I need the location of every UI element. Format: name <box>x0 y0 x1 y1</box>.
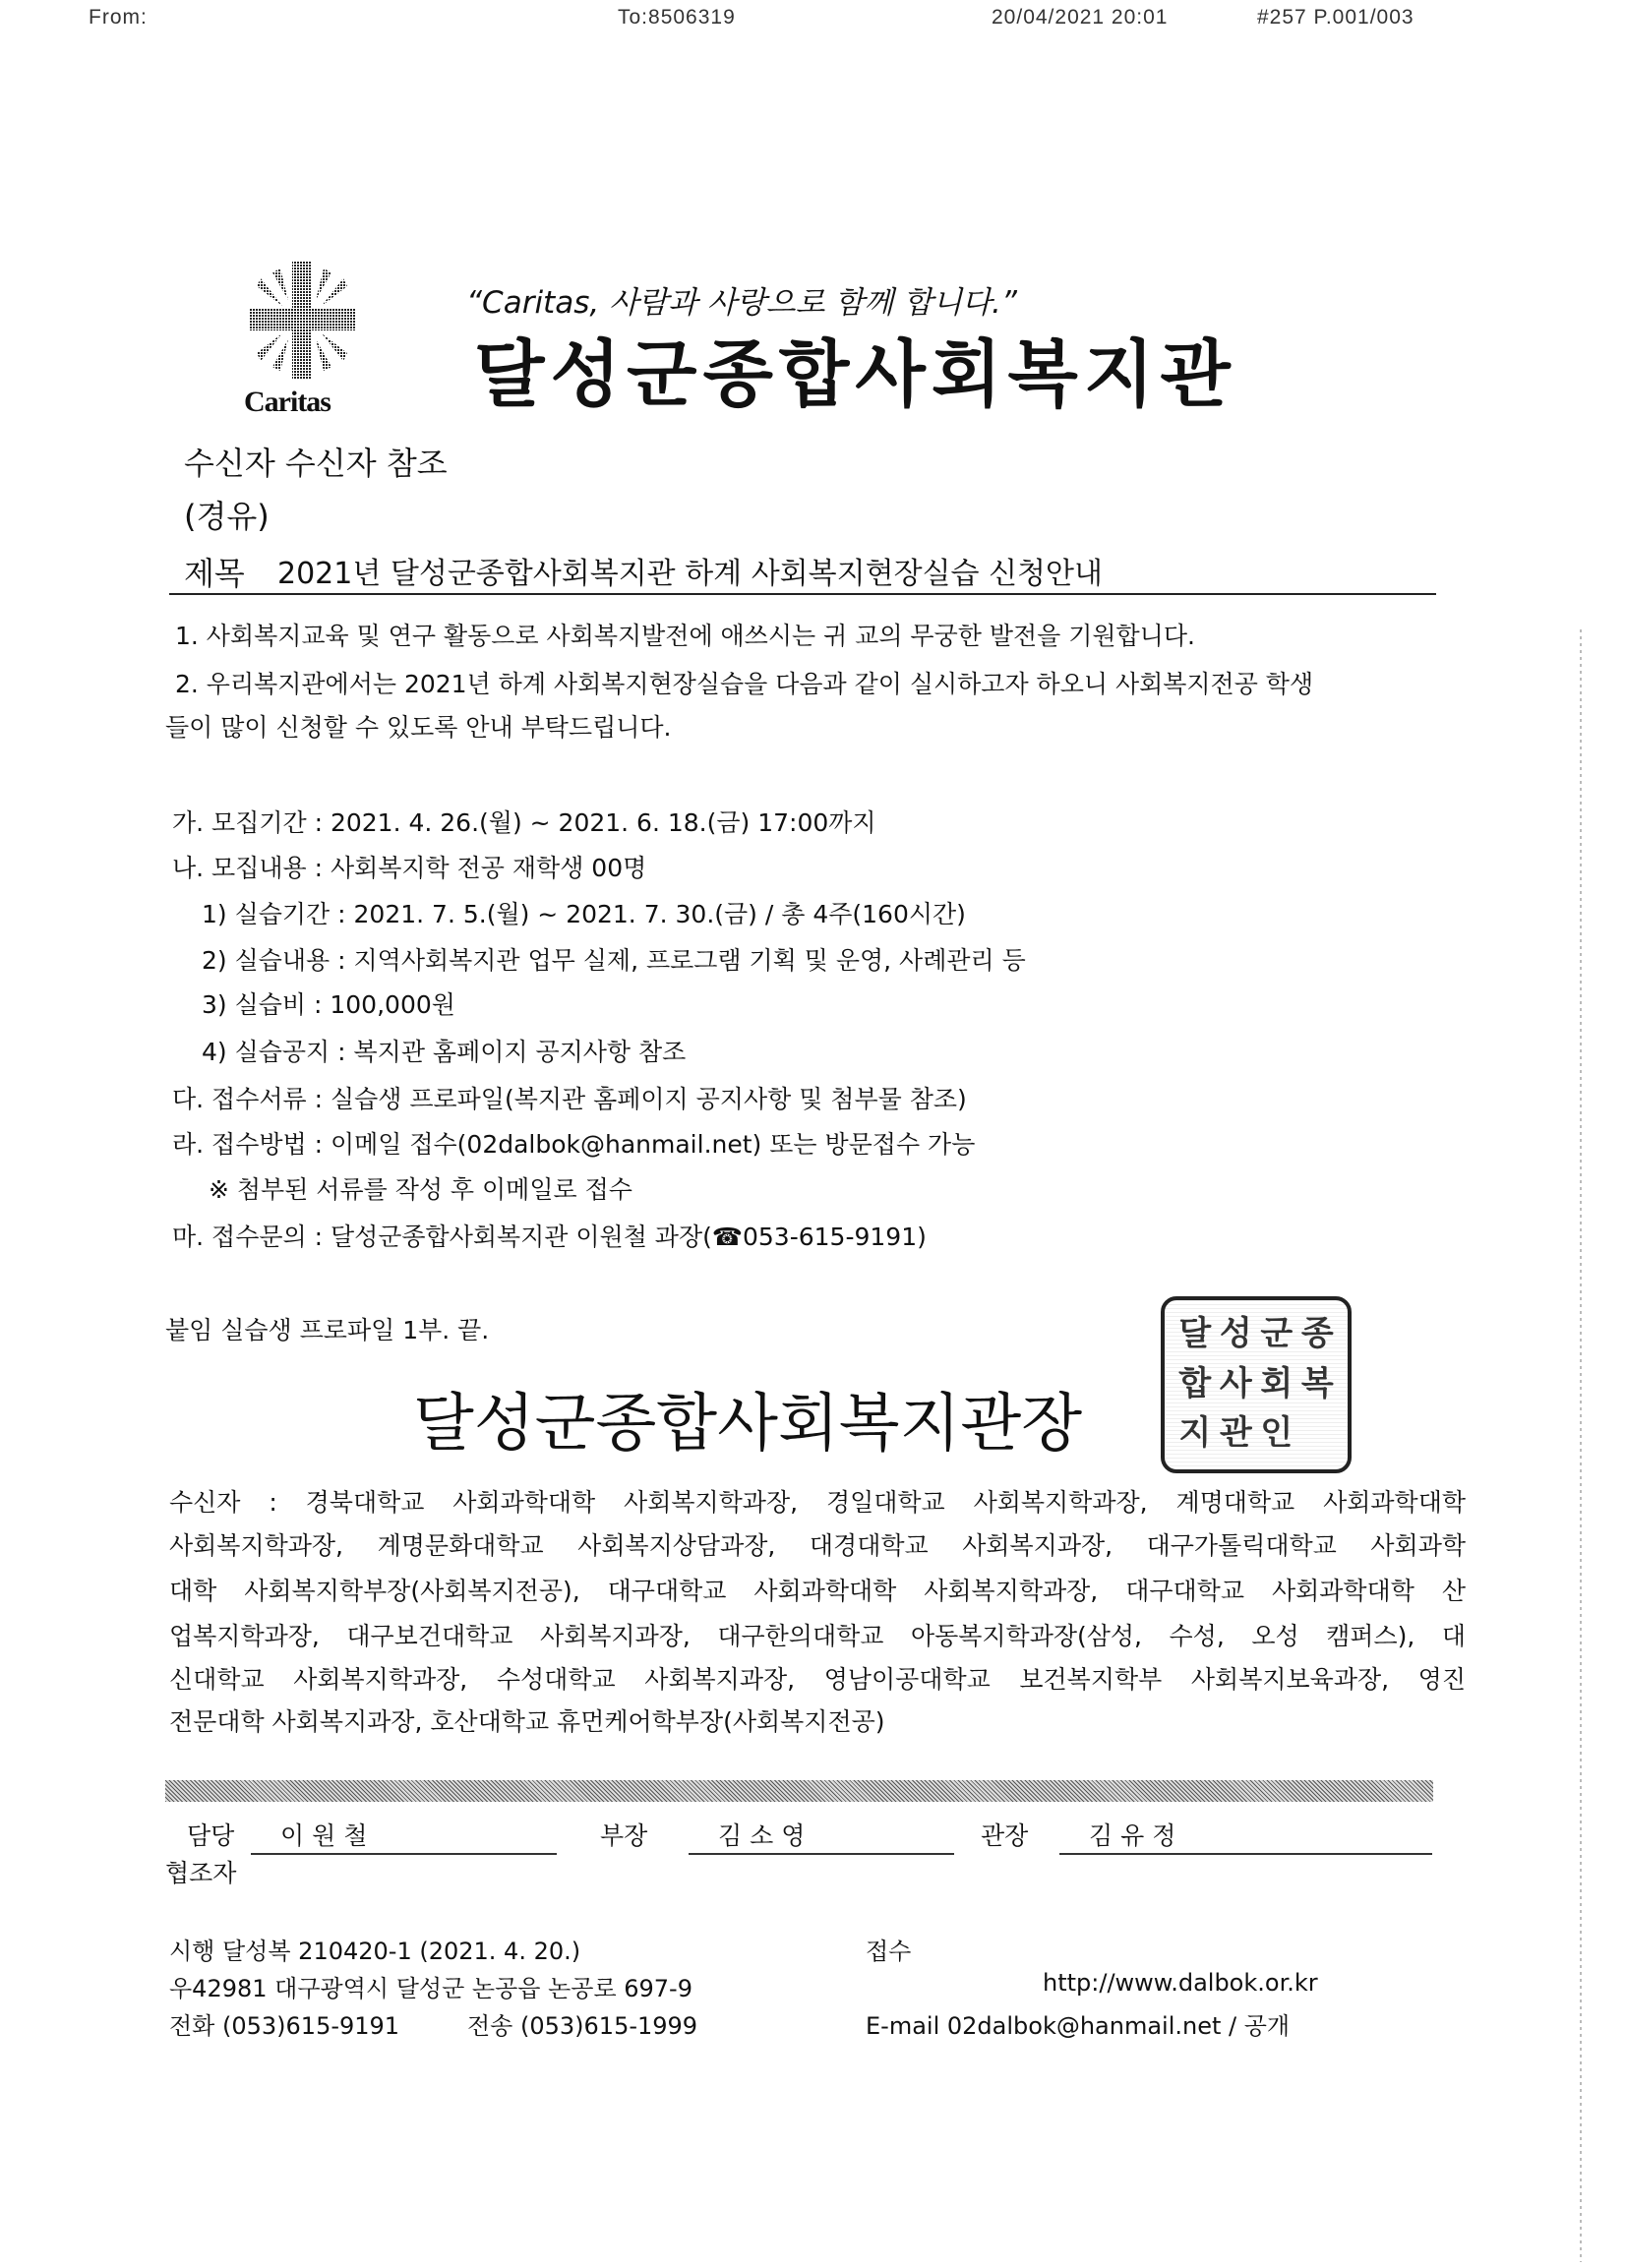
recipients-line: 업복지학과장, 대구보건대학교 사회복지과장, 대구한의대학교 아동복지학과장(삼성, 수성, 오성 캠퍼스), 대 <box>169 1622 1466 1650</box>
item-practice-content: 2) 실습내용 : 지역사회복지관 업무 실제, 프로그램 기획 및 운영, 사례관리 등 <box>202 946 1026 975</box>
paragraph-1: 1. 사회복지교육 및 연구 활동으로 사회복지발전에 애쓰시는 귀 교의 무궁한 발전을 기원합니다. <box>175 622 1195 650</box>
item-recruit-period: 가. 모집기간 : 2021. 4. 26.(월) ~ 2021. 6. 18.(금) 17:00까지 <box>172 808 876 837</box>
seal-character: 복 <box>1300 1363 1334 1403</box>
website-link[interactable]: http://www.dalbok.or.kr <box>1043 1969 1318 1997</box>
staff-signature-line <box>251 1853 557 1855</box>
item-recruit-content: 나. 모집내용 : 사회복지학 전공 재학생 00명 <box>172 854 647 882</box>
caritas-logo <box>244 262 360 419</box>
phone: 전화 (053)615-9191 <box>169 2012 400 2040</box>
fax-number: 전송 (053)615-1999 <box>467 2012 698 2040</box>
director-signature-line <box>1059 1853 1432 1855</box>
staff-name: 이 원 철 <box>280 1821 368 1850</box>
attachment-line: 붙임 실습생 프로파일 1부. 끝. <box>165 1316 490 1344</box>
seal-character: 성 <box>1219 1314 1252 1353</box>
hatched-divider <box>165 1780 1433 1802</box>
paragraph-2-line-1: 2. 우리복지관에서는 2021년 하계 사회복지현장실습을 다음과 같이 실시하고자 하오니 사회복지전공 학생 <box>175 670 1314 698</box>
dept-head-name: 김 소 영 <box>718 1821 806 1850</box>
caritas-cross-icon <box>244 262 360 380</box>
item-practice-fee: 3) 실습비 : 100,000원 <box>202 990 455 1019</box>
staff-label: 담당 <box>187 1821 235 1850</box>
recipient-line: 수신자 수신자 참조 <box>184 445 448 482</box>
dept-head-label: 부장 <box>600 1821 648 1850</box>
item-method: 라. 접수방법 : 이메일 접수(02dalbok@hanmail.net) 또는 방문접수 가능 <box>172 1130 976 1159</box>
fax-from: From: <box>89 6 148 29</box>
recipients-line: 대학 사회복지학부장(사회복지전공), 대구대학교 사회과학대학 사회복지학과장, 대구대학교 사회과학대학 산 <box>169 1577 1466 1605</box>
seal-text <box>1174 1310 1338 1460</box>
item-inquiry: 마. 접수문의 : 달성군종합사회복지관 이원철 과장(☎053-615-9191) <box>172 1223 927 1251</box>
fax-page: #257 P.001/003 <box>1257 6 1414 29</box>
item-practice-notice: 4) 실습공지 : 복지관 홈페이지 공지사항 참조 <box>202 1038 687 1066</box>
seal-character: 합 <box>1178 1363 1212 1403</box>
slogan: “Caritas, 사람과 사랑으로 함께 합니다.” <box>466 285 1017 321</box>
org-title: 달성군종합사회복지관 <box>474 332 1236 417</box>
dept-head-signature-line <box>689 1853 954 1855</box>
page-edge-scan-line <box>1580 629 1582 2262</box>
seal-character: 회 <box>1260 1363 1294 1403</box>
item-practice-period: 1) 실습기간 : 2021. 7. 5.(월) ~ 2021. 7. 30.(금) / 총 4주(160시간) <box>202 900 966 928</box>
official-seal <box>1161 1296 1352 1473</box>
item-documents: 다. 접수서류 : 실습생 프로파일(복지관 홈페이지 공지사항 및 첨부물 참조) <box>172 1085 967 1113</box>
recipients-line: 사회복지학과장, 계명문화대학교 사회복지상담과장, 대경대학교 사회복지과장, 대구가톨릭대학교 사회과학 <box>169 1531 1466 1560</box>
paragraph-2-line-2: 들이 많이 신청할 수 있도록 안내 부탁드립니다. <box>165 713 672 742</box>
recipients-line: 신대학교 사회복지학과장, 수성대학교 사회복지과장, 영남이공대학교 보건복지학부 사회복지보육과장, 영진 <box>169 1665 1466 1694</box>
cooperator-label: 협조자 <box>165 1859 237 1887</box>
seal-character: 군 <box>1260 1314 1294 1353</box>
subject-divider <box>169 593 1436 595</box>
director-name: 김 유 정 <box>1089 1821 1176 1850</box>
via-line: (경유) <box>184 498 270 535</box>
fax-datetime: 20/04/2021 20:01 <box>992 6 1169 29</box>
item-note: ※ 첨부된 서류를 작성 후 이메일로 접수 <box>209 1175 632 1204</box>
director-label: 관장 <box>981 1821 1029 1850</box>
recipients-line: 전문대학 사회복지과장, 호산대학교 휴먼케어학부장(사회복지전공) <box>169 1707 885 1736</box>
issuer-name: 달성군종합사회복지관장 <box>413 1388 1083 1461</box>
seal-character: 지 <box>1178 1413 1212 1454</box>
caritas-logo-text: Caritas <box>244 386 331 418</box>
reception-label: 접수 <box>866 1938 912 1965</box>
seal-character: 사 <box>1219 1363 1252 1403</box>
subject-label: 제목 <box>184 555 245 592</box>
seal-character: 인 <box>1260 1413 1294 1454</box>
recipients-line: 수신자 : 경북대학교 사회과학대학 사회복지학과장, 경일대학교 사회복지학과장, 계명대학교 사회과학대학 <box>169 1488 1466 1517</box>
fax-to: To:8506319 <box>618 6 736 29</box>
seal-character: 종 <box>1300 1314 1334 1353</box>
enforcement-info: 시행 달성복 210420-1 (2021. 4. 20.) <box>169 1938 581 1965</box>
address: 우42981 대구광역시 달성군 논공읍 논공로 697-9 <box>169 1975 692 2002</box>
seal-character: 달 <box>1178 1314 1212 1353</box>
subject: 2021년 달성군종합사회복지관 하계 사회복지현장실습 신청안내 <box>277 557 1103 591</box>
email[interactable]: E-mail 02dalbok@hanmail.net / 공개 <box>866 2012 1291 2040</box>
seal-character: 관 <box>1219 1413 1252 1454</box>
